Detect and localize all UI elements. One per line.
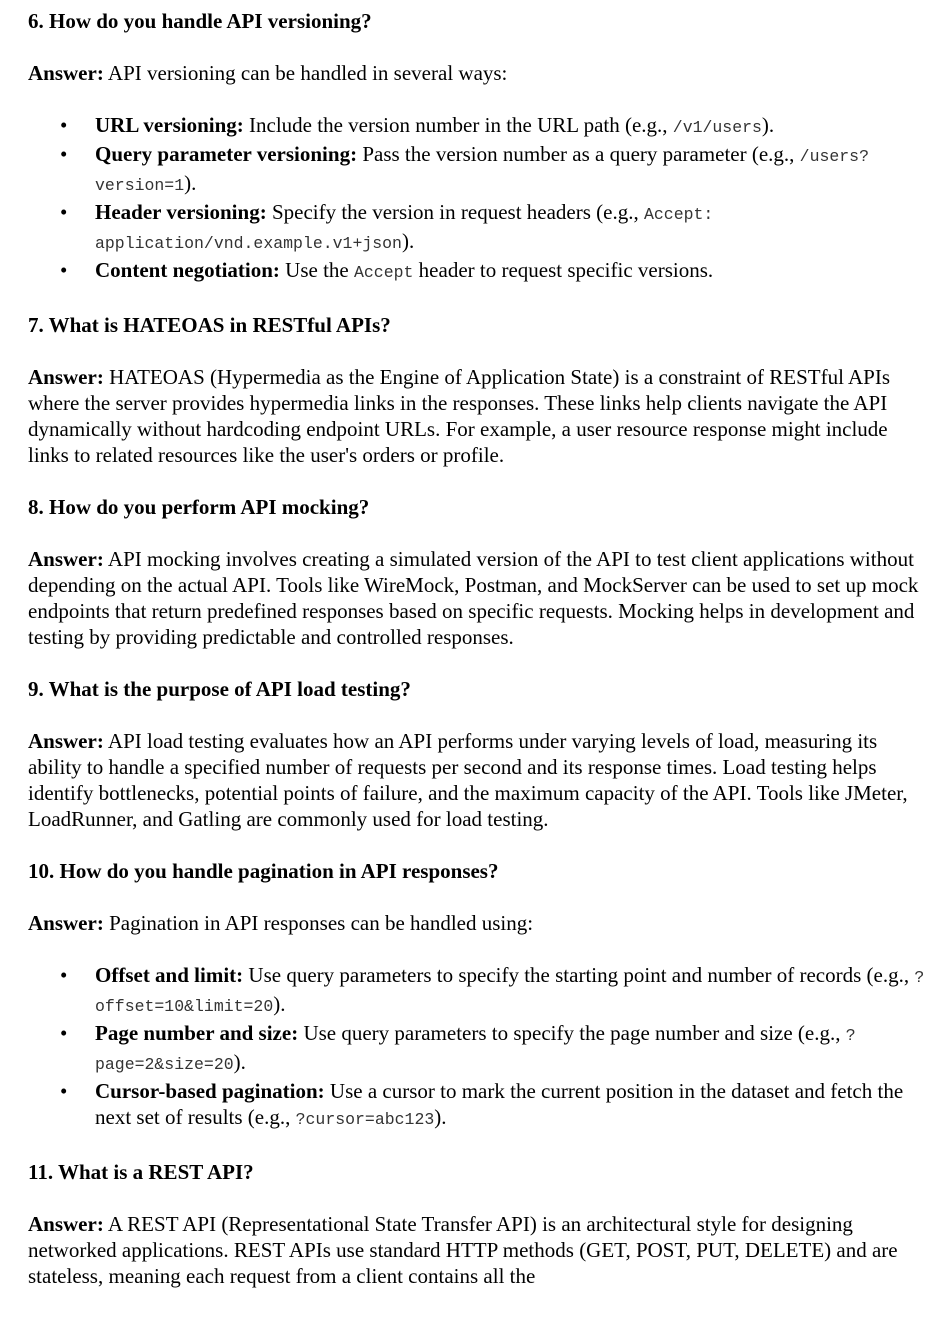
item-text: Pass the version number as a query parameter (e.g., bbox=[357, 142, 800, 166]
question-8-answer bbox=[28, 546, 928, 650]
item-text-end: ). bbox=[273, 992, 286, 1016]
answer-text: HATEOAS (Hypermedia as the Engine of Application State) is a constraint of RESTful APIs where the server provides hypermedia links in the responses. These links help clients navigate the API dynamically without hardcoding endpoint URLs. For example, a user resource response might include links to related resources like the user's orders or profile. bbox=[28, 365, 891, 467]
list-item bbox=[28, 112, 928, 141]
item-code: Accept: application/vnd.example.v1+json bbox=[95, 205, 714, 253]
item-lead: Header versioning: bbox=[95, 200, 267, 224]
answer-label: Answer: bbox=[28, 547, 104, 571]
item-text: Specify the version in request headers (e.g., bbox=[266, 200, 644, 224]
item-lead: Query parameter versioning: bbox=[95, 142, 358, 166]
answer-label: Answer: bbox=[28, 1212, 104, 1236]
question-7-answer bbox=[28, 364, 928, 468]
item-text: Use a cursor to mark the current position in the dataset and fetch the next set of results (e.g., bbox=[95, 1079, 904, 1129]
answer-text: API mocking involves creating a simulated version of the API to test client applications without depending on the actual API. Tools like WireMock, Postman, and MockServer can be used to set up mock endpoints that return predefined responses based on specific requests. Mocking helps in development and testing by providing predictable and controlled responses. bbox=[28, 547, 919, 649]
question-7-heading: 7. What is HATEOAS in RESTful APIs? bbox=[28, 313, 391, 337]
list-item bbox=[28, 199, 928, 257]
question-10-heading: 10. How do you handle pagination in API responses? bbox=[28, 859, 499, 883]
item-text-end: ). bbox=[233, 1050, 246, 1074]
item-text: Use query parameters to specify the page number and size (e.g., bbox=[298, 1021, 846, 1045]
question-11-answer bbox=[28, 1211, 928, 1289]
question-9-answer bbox=[28, 728, 928, 832]
item-text: Include the version number in the URL path (e.g., bbox=[243, 113, 673, 137]
item-lead: Cursor-based pagination: bbox=[95, 1079, 325, 1103]
list-item bbox=[28, 257, 928, 286]
item-text-end: ). bbox=[401, 229, 415, 253]
answer-text: Pagination in API responses can be handled using: bbox=[103, 911, 534, 935]
answer-label: Answer: bbox=[28, 61, 104, 85]
question-10-answer bbox=[28, 910, 928, 936]
document-body bbox=[28, 8, 928, 1289]
item-text: Use the bbox=[279, 258, 354, 282]
item-text-end: ). bbox=[184, 171, 197, 195]
item-text-end: header to request specific versions. bbox=[413, 258, 714, 282]
question-6-answer bbox=[28, 60, 928, 86]
item-lead: URL versioning: bbox=[95, 113, 244, 137]
question-9-heading: 9. What is the purpose of API load testing? bbox=[28, 677, 411, 701]
versioning-list bbox=[28, 112, 928, 286]
item-code: /v1/users bbox=[672, 118, 762, 137]
item-text: Use query parameters to specify the starting point and number of records (e.g., bbox=[243, 963, 915, 987]
question-11-heading: 11. What is a REST API? bbox=[28, 1160, 254, 1184]
list-item bbox=[28, 1078, 928, 1133]
pagination-list bbox=[28, 962, 928, 1133]
answer-label: Answer: bbox=[28, 911, 104, 935]
list-item bbox=[28, 141, 928, 199]
item-code: Accept bbox=[354, 263, 414, 282]
answer-label: Answer: bbox=[28, 365, 104, 389]
item-lead: Content negotiation: bbox=[95, 258, 280, 282]
list-item bbox=[28, 962, 928, 1020]
item-text-end: ). bbox=[761, 113, 775, 137]
answer-label: Answer: bbox=[28, 729, 104, 753]
question-8-heading: 8. How do you perform API mocking? bbox=[28, 495, 370, 519]
answer-text: API versioning can be handled in several ways: bbox=[103, 61, 508, 85]
item-code: ?offset=10&limit=20 bbox=[95, 968, 925, 1016]
item-code: ?page=2&size=20 bbox=[95, 1026, 856, 1074]
item-code: /users?version=1 bbox=[95, 147, 869, 195]
item-lead: Offset and limit: bbox=[95, 963, 244, 987]
answer-text: A REST API (Representational State Transfer API) is an architectural style for designing networked applications. REST APIs use standard HTTP methods (GET, POST, PUT, DELETE) and are stateless, meaning each request from a client contains all the bbox=[28, 1212, 898, 1288]
answer-text: API load testing evaluates how an API performs under varying levels of load, measuring its ability to handle a specified number of requests per second and its response times. Load testing helps identify bottlenecks, potential points of failure, and the maximum capacity of the API. Tools like JMeter, LoadRunner, and Gatling are commonly used for load testing. bbox=[28, 729, 908, 831]
item-lead: Page number and size: bbox=[95, 1021, 299, 1045]
item-code: ?cursor=abc123 bbox=[295, 1110, 435, 1129]
question-6-heading: 6. How do you handle API versioning? bbox=[28, 9, 372, 33]
list-item bbox=[28, 1020, 928, 1078]
item-text-end: ). bbox=[434, 1105, 447, 1129]
